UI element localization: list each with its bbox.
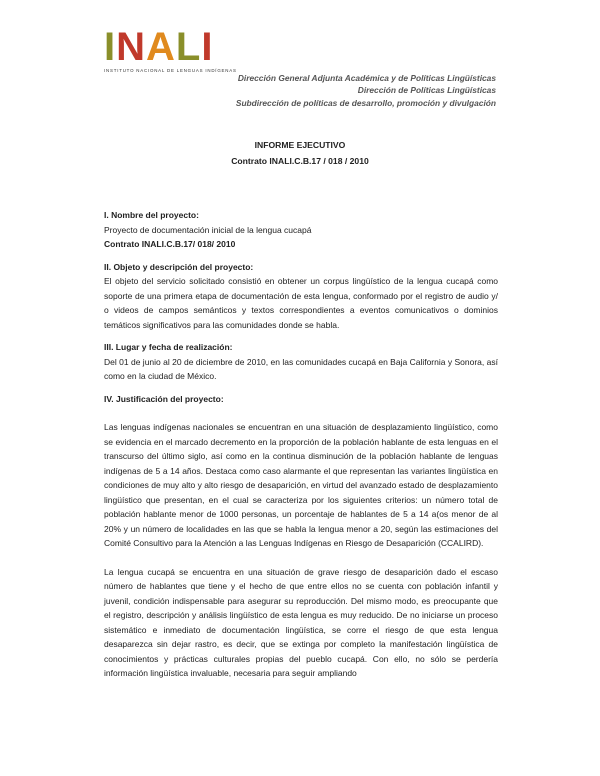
section-3-heading: III. Lugar y fecha de realización: (104, 342, 233, 352)
section-4-paragraph-1: Las lenguas indígenas nacionales se encuentran en una situación de desplazamiento lingüístico, como se evidencia en el marcado decremento en la proporción de la población hablante de esta lenguas en el transcurso del último siglo, así como en la continua disminución de la población hablante de lenguas indígenas de 5 a 14 años. Destaca como caso alarmante el que representan las variantes lingüística en condiciones de muy alto y alto riesgo de desaparición, en virtud del avanzado estado de desplazamiento lingüístico que presentan, en el cual se caracteriza por los siguientes criterios: un número total de población hablante menor de 1000 personas, un porcentaje de hablantes de 5 a 14 a(os menor de al 20% y un número de localidades en las que se habla la lengua menor a 20, según las estimaciones del Comité Consultivo para la Atención a las Lenguas Indígenas en Riesgo de Desaparición (CCALIRD). (104, 422, 498, 548)
document-title (0, 137, 600, 169)
project-name: Proyecto de documentación inicial de la lengua cucapá (104, 224, 312, 235)
institution-header (236, 72, 496, 109)
section-4-paragraph-2: La lengua cucapá se encuentra en una situación de grave riesgo de desaparición dado el escaso número de hablantes que tiene y el hecho de que entre ellos no se cuenta con población infantil y juvenil, condición indispensable para asegurar su reproducción. Del mismo modo, es preocupante que el registro, descripción y análisis lingüístico de esta lengua es muy reducido. De no iniciarse un proceso sistemático e inmediato de documentación lingüística, se corre el riesgo de que esta lengua desaparezca sin dejar rastro, es decir, que se extinga por completo la manifestación lingüística de conocimientos y prácticas culturales propias del pueblo cucapá. Con ello, no sólo se perdería información lingüística invaluable, necesaria para seguir ampliando (104, 566, 498, 678)
document-body (104, 208, 498, 681)
logo-letter-i2: I (201, 25, 214, 69)
section-1-heading: I. Nombre del proyecto: (104, 210, 199, 220)
logo-letters (104, 25, 237, 69)
logo-letter-l: L (175, 25, 202, 69)
logo-letter-i1: I (104, 25, 117, 69)
title-line-1: INFORME EJECUTIVO (254, 140, 346, 150)
section-3-text: Del 01 de junio al 20 de diciembre de 2010, en las comunidades cucapá en Baja California y Sonora, así como en la ciudad de México. (104, 356, 498, 381)
section-2-text: El objeto del servicio solicitado consistió en obtener un corpus lingüístico de la lengua cucapá como soporte de una primera etapa de documentación de esta lengua, conformado por el registro de audio y/ o videos de campos semánticos y textos correspondientes a eventos comunicativos o dominios temáticos significativos para las comunidades donde se habla. (104, 276, 498, 330)
header-line-1: Dirección General Adjunta Académica y de Políticas Lingüísticas (237, 73, 496, 83)
inali-logo (104, 25, 237, 73)
contract-number: Contrato INALI.C.B.17/ 018/ 2010 (104, 239, 236, 249)
logo-letter-n: N (116, 25, 147, 69)
section-4-heading: IV. Justificación del proyecto: (104, 393, 224, 404)
header-line-2: Dirección de Políticas Lingüísticas (357, 85, 496, 96)
header-line-3: Subdirección de políticas de desarrollo, promoción y divulgación (235, 97, 496, 108)
title-line-2: Contrato INALI.C.B.17 / 018 / 2010 (231, 156, 369, 166)
logo-letter-a: A (146, 25, 176, 69)
section-2-heading: II. Objeto y descripción del proyecto: (104, 261, 254, 272)
logo-subtitle: INSTITUTO NACIONAL DE LENGUAS INDÍGENAS (104, 68, 237, 73)
